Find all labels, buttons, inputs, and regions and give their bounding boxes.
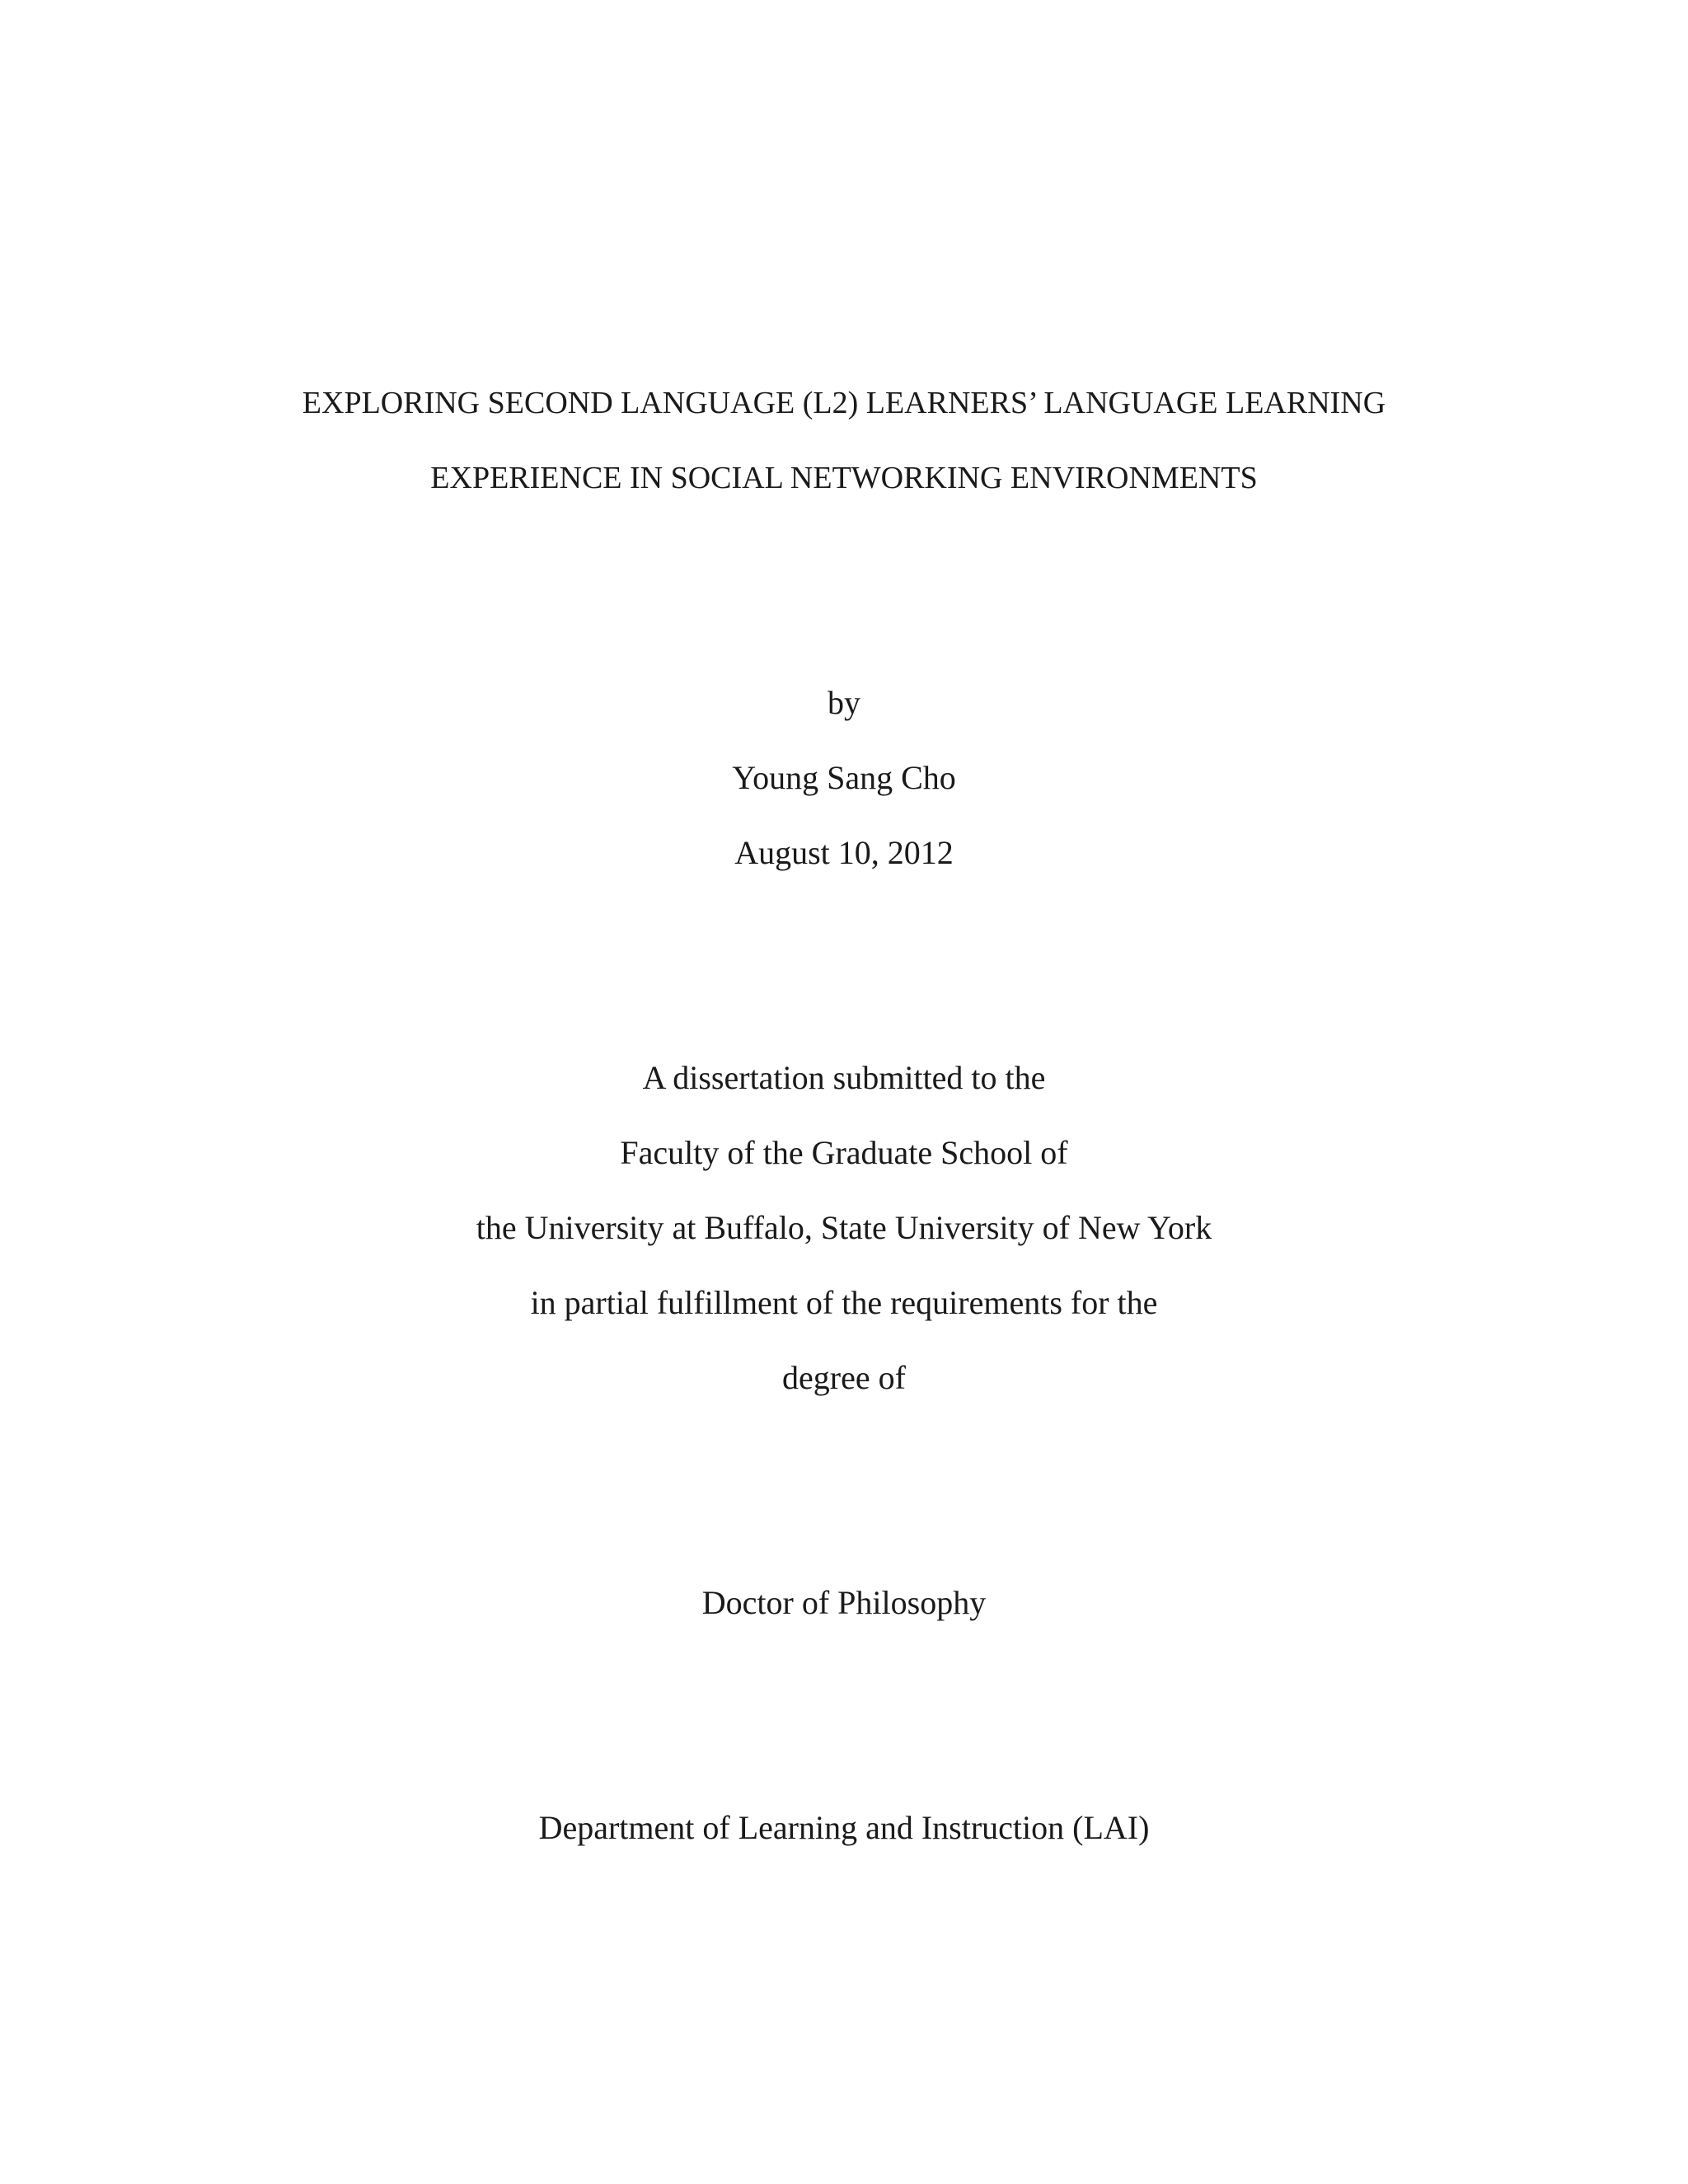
title-line-1: EXPLORING SECOND LANGUAGE (L2) LEARNERS’ LANGUAGE LEARNING	[302, 386, 1386, 420]
submission-line-5: degree of	[782, 1359, 906, 1396]
submission-line-1: A dissertation submitted to the	[642, 1059, 1046, 1096]
degree-name: Doctor of Philosophy	[701, 1584, 987, 1621]
title-line-2: EXPERIENCE IN SOCIAL NETWORKING ENVIRONMENTS	[430, 461, 1258, 495]
by-label: by	[828, 684, 860, 721]
author-name: Young Sang Cho	[732, 759, 956, 796]
submission-line-2: Faculty of the Graduate School of	[620, 1134, 1068, 1171]
submission-line-3: the University at Buffalo, State University of New York	[476, 1209, 1212, 1246]
submission-date: August 10, 2012	[734, 834, 954, 871]
department-name: Department of Learning and Instruction (LAI)	[538, 1809, 1150, 1846]
submission-line-4: in partial fulfillment of the requirements for the	[530, 1284, 1158, 1321]
